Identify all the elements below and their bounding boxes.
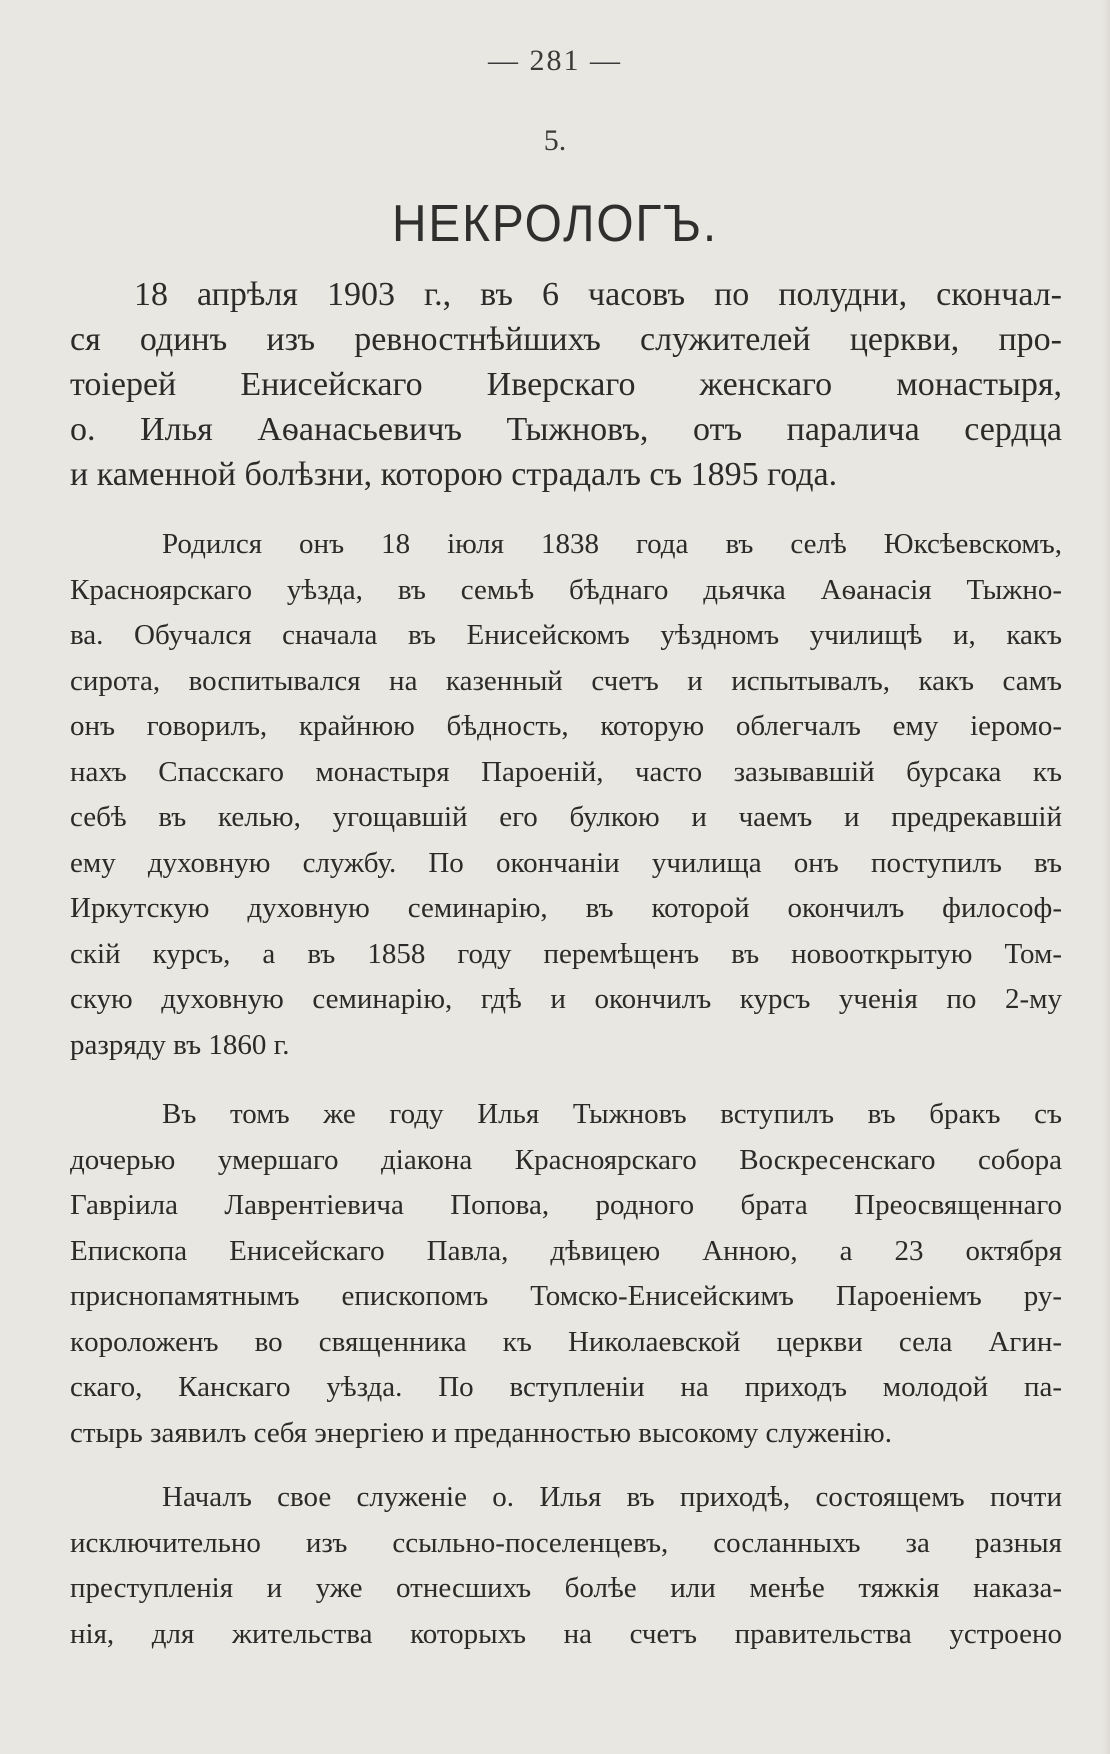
paragraph-4 xyxy=(70,1475,1062,1657)
text-line: 18 апрѣля 1903 г., въ 6 часовъ по полудни, скончал- xyxy=(134,276,1062,313)
text-line: приснопамятнымъ епископомъ Томско-Енисейскимъ Пароеніемъ ру- xyxy=(70,1280,1062,1312)
text-line: дочерью умершаго діакона Красноярскаго Воскресенскаго собора xyxy=(70,1143,1062,1176)
text-line: исключительно изъ ссыльно-поселенцевъ, сосланныхъ за разныя xyxy=(70,1526,1062,1559)
text-line: скую духовную семинарію, гдѣ и окончилъ курсъ ученія по 2-му xyxy=(70,983,1062,1015)
text-line: Въ томъ же году Илья Тыжновъ вступилъ въ бракъ съ xyxy=(162,1098,1062,1130)
text-line: и каменной болѣзни, которою страдалъ съ 1895 года. xyxy=(70,456,838,493)
text-line: нахъ Спасскаго монастыря Пароеній, часто зазывавшій бурсака къ xyxy=(70,755,1062,788)
text-line: Епископа Енисейскаго Павла, дѣвицею Анною, а 23 октября xyxy=(70,1234,1062,1267)
text-line: себѣ въ келью, угощавшій его булкою и чаемъ и предрекавшій xyxy=(70,801,1062,833)
text-line: Красноярскаго уѣзда, въ семьѣ бѣднаго дьячка Аѳанасія Тыжно- xyxy=(70,573,1062,606)
text-line: кopоложенъ во священника къ Николаевской церкви села Агин- xyxy=(70,1325,1062,1358)
text-line: скій курсъ, а въ 1858 году перемѣщенъ въ новооткрытую Том- xyxy=(70,937,1062,970)
text-line: ему духовную службу. По окончаніи училища онъ поступилъ въ xyxy=(70,846,1062,879)
text-line: преступленія и уже отнесшихъ болѣе или менѣе тяжкія наказа- xyxy=(70,1572,1062,1604)
text-line: Гавріила Лаврентіевича Попова, родного брата Преосвященнаго xyxy=(70,1189,1062,1221)
paragraph-2 xyxy=(70,522,1062,1068)
scan-edge xyxy=(1102,0,1110,1754)
text-line: о. Илья Аѳанасьевичъ Тыжновъ, отъ паралича сердца xyxy=(70,411,1062,448)
text-line: тоіерей Енисейскаго Иверскаго женскаго монастыря, xyxy=(70,366,1062,403)
text-line: скаго, Канскаго уѣзда. По вступленіи на приходъ молодой па- xyxy=(70,1371,1062,1403)
paragraph-3 xyxy=(70,1092,1062,1456)
text-line: стырь заявилъ себя энергіею и преданностью высокому служенію. xyxy=(70,1416,892,1449)
text-line: разряду въ 1860 г. xyxy=(70,1028,290,1061)
text-line: ся одинъ изъ ревностнѣйшихъ служителей церкви, про- xyxy=(70,321,1062,358)
text-line: Родился онъ 18 іюля 1838 года въ селѣ Юксѣевскомъ, xyxy=(162,528,1062,560)
text-line: онъ говорилъ, крайнюю бѣдность, которую облегчалъ ему іеромо- xyxy=(70,710,1062,742)
section-number: 5. xyxy=(543,124,567,157)
text-line: ва. Обучался сначала въ Енисейскомъ уѣздномъ училищѣ и, какъ xyxy=(70,619,1062,651)
text-line: сирота, воспитывался на казенный счетъ и испытывалъ, какъ самъ xyxy=(70,664,1062,697)
text-line: Началъ свое служеніе о. Илья въ приходѣ, состоящемъ почти xyxy=(162,1481,1062,1513)
text-line: нія, для жительства которыхъ на счетъ правительства устроено xyxy=(70,1617,1062,1650)
page-title: НЕКРОЛОГЪ. xyxy=(392,195,718,253)
paragraph-1 xyxy=(70,272,1062,497)
text-line: Иркутскую духовную семинарію, въ которой окончилъ философ- xyxy=(70,892,1062,924)
page-number: — 281 — xyxy=(488,44,622,77)
